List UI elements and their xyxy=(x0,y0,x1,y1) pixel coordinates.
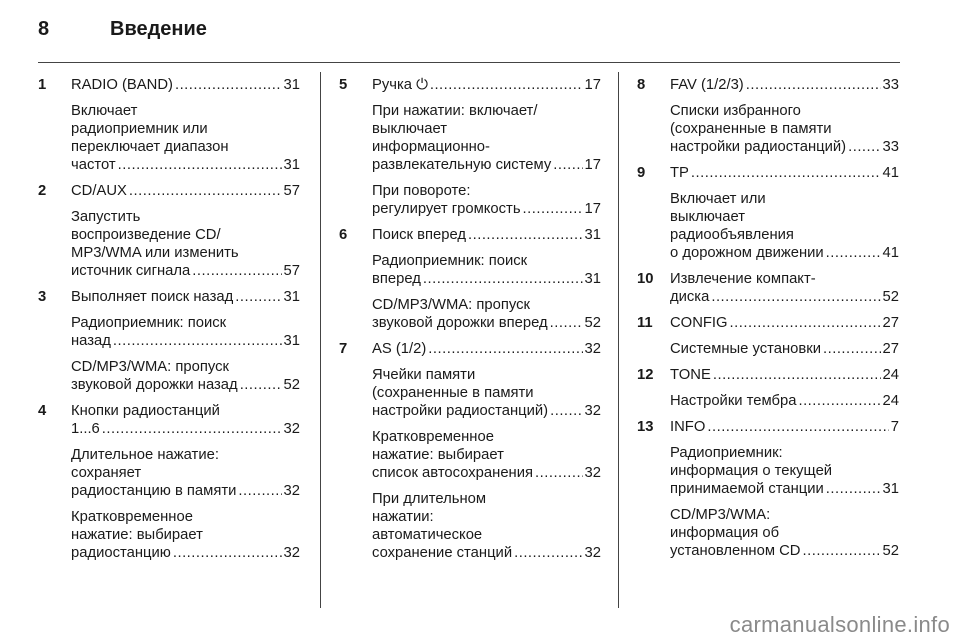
entry-paragraph xyxy=(372,428,601,482)
entry-paragraph xyxy=(71,314,300,350)
entry-leader-line xyxy=(670,288,899,306)
entry-paragraph xyxy=(372,366,601,420)
entry-paragraph xyxy=(71,76,300,94)
dot-leader xyxy=(430,76,583,94)
page-reference[interactable]: 32 xyxy=(584,465,601,481)
dot-leader xyxy=(423,270,583,288)
dot-leader xyxy=(550,314,583,332)
entry-label: Ручка ⏻ xyxy=(372,77,428,93)
page-reference[interactable]: 31 xyxy=(584,271,601,287)
entry-leader-line xyxy=(372,200,601,218)
dot-leader xyxy=(553,156,582,174)
column-1 xyxy=(38,76,300,570)
dot-leader xyxy=(102,420,282,438)
entry-label: INFO xyxy=(670,419,706,435)
dot-leader xyxy=(173,544,282,562)
entry-number: 10 xyxy=(637,271,654,287)
entry-text-line: информация об xyxy=(670,525,780,541)
dot-leader xyxy=(707,418,888,436)
entry-label: звуковой дорожки назад xyxy=(71,377,238,393)
entry-leader-line xyxy=(372,226,601,244)
entry-text-line: выключает xyxy=(372,121,447,137)
index-entry xyxy=(637,314,899,358)
index-entry xyxy=(339,226,601,332)
entry-paragraph xyxy=(71,102,300,174)
dot-leader xyxy=(848,138,880,156)
entry-label: CD/AUX xyxy=(71,183,127,199)
entry-text-line: переключает диапазон xyxy=(71,139,229,155)
page-reference[interactable]: 57 xyxy=(283,183,300,199)
entry-label: TP xyxy=(670,165,689,181)
entry-label: о дорожном движении xyxy=(670,245,824,261)
entry-label: частот xyxy=(71,157,116,173)
entry-text-line: нажатие: выбирает xyxy=(372,447,504,463)
page-reference[interactable]: 52 xyxy=(882,543,899,559)
page-reference[interactable]: 27 xyxy=(882,315,899,331)
entry-paragraph xyxy=(670,314,899,332)
entry-label: список автосохранения xyxy=(372,465,533,481)
index-entry xyxy=(637,76,899,156)
page-reference[interactable]: 31 xyxy=(283,333,300,349)
entry-leader-line xyxy=(670,366,899,384)
header-rule xyxy=(38,62,900,63)
entry-leader-line xyxy=(372,76,601,94)
dot-leader xyxy=(730,314,881,332)
page-reference[interactable]: 31 xyxy=(882,481,899,497)
entry-leader-line xyxy=(372,464,601,482)
page-reference[interactable]: 32 xyxy=(283,483,300,499)
entry-label: вперед xyxy=(372,271,421,287)
entry-paragraph xyxy=(670,102,899,156)
entry-label: принимаемой станции xyxy=(670,481,824,497)
entry-leader-line xyxy=(71,182,300,200)
entry-number: 2 xyxy=(38,183,47,199)
entry-label: CONFIG xyxy=(670,315,728,331)
entry-label: Настройки тембра xyxy=(670,393,797,409)
entry-text-line: информационно- xyxy=(372,139,490,155)
entry-text-line: радиоприемник или xyxy=(71,121,208,137)
page-reference[interactable]: 24 xyxy=(882,393,899,409)
entry-text-line: Кратковременное xyxy=(71,509,193,525)
entry-text-line: (сохраненные в памяти xyxy=(670,121,832,137)
dot-leader xyxy=(711,288,880,306)
entry-leader-line xyxy=(71,420,300,438)
entry-paragraph xyxy=(670,340,899,358)
entry-number: 13 xyxy=(637,419,654,435)
index-entry xyxy=(38,182,300,280)
entry-leader-line xyxy=(71,288,300,306)
entry-leader-line xyxy=(71,262,300,280)
page-reference[interactable]: 52 xyxy=(283,377,300,393)
entry-paragraph xyxy=(372,490,601,562)
dot-leader xyxy=(823,340,881,358)
entry-text-line: При повороте: xyxy=(372,183,471,199)
entry-leader-line xyxy=(670,244,899,262)
page-reference[interactable]: 41 xyxy=(882,165,899,181)
entry-text-line: Запустить xyxy=(71,209,141,225)
entry-paragraph xyxy=(372,182,601,218)
entry-paragraph xyxy=(670,392,899,410)
page-header xyxy=(38,18,207,48)
index-entry xyxy=(637,366,899,410)
page-reference[interactable]: 32 xyxy=(584,341,601,357)
watermark: carmanualsonline.info xyxy=(729,612,950,637)
entry-label: TONE xyxy=(670,367,711,383)
entry-label: Поиск вперед xyxy=(372,227,466,243)
entry-leader-line xyxy=(372,270,601,288)
entry-text-line: Списки избранного xyxy=(670,103,801,119)
page-reference[interactable]: 31 xyxy=(283,157,300,173)
page-number: 8 xyxy=(38,18,50,40)
entry-leader-line xyxy=(71,482,300,500)
entry-number: 6 xyxy=(339,227,348,243)
entry-number: 1 xyxy=(38,77,47,93)
dot-leader xyxy=(713,366,881,384)
entry-number: 7 xyxy=(339,341,348,357)
entry-text-line: выключает xyxy=(670,209,745,225)
page-reference[interactable]: 31 xyxy=(584,227,601,243)
entry-label: развлекательную систему xyxy=(372,157,552,173)
entry-label: настройки радиостанций) xyxy=(372,403,549,419)
dot-leader xyxy=(129,182,282,200)
entry-label: Системные установки xyxy=(670,341,821,357)
entry-text-line: сохраняет xyxy=(71,465,142,481)
entry-leader-line xyxy=(670,480,899,498)
entry-leader-line xyxy=(71,76,300,94)
dot-leader xyxy=(691,164,881,182)
entry-number: 8 xyxy=(637,77,646,93)
entry-label: радиостанцию xyxy=(71,545,171,561)
entry-paragraph xyxy=(71,288,300,306)
entry-number: 12 xyxy=(637,367,654,383)
entry-text-line: Включает или xyxy=(670,191,766,207)
dot-leader xyxy=(746,76,881,94)
entry-label: Выполняет поиск назад xyxy=(71,289,234,305)
entry-paragraph xyxy=(372,252,601,288)
entry-leader-line xyxy=(670,164,899,182)
page-reference[interactable]: 32 xyxy=(283,545,300,561)
dot-leader xyxy=(802,542,880,560)
index-entry xyxy=(38,288,300,394)
entry-label: назад xyxy=(71,333,111,349)
entry-label: RADIO (BAND) xyxy=(71,77,173,93)
dot-leader xyxy=(192,262,281,280)
entry-leader-line xyxy=(670,76,899,94)
dot-leader xyxy=(468,226,583,244)
entry-paragraph xyxy=(71,446,300,500)
entry-label: установленном CD xyxy=(670,543,801,559)
dot-leader xyxy=(175,76,282,94)
entry-paragraph xyxy=(670,444,899,498)
page-reference[interactable]: 7 xyxy=(890,419,899,435)
entry-number: 9 xyxy=(637,165,646,181)
entry-paragraph xyxy=(71,182,300,200)
entry-label: диска xyxy=(670,289,710,305)
page-reference[interactable]: 31 xyxy=(283,289,300,305)
entry-paragraph xyxy=(670,190,899,262)
entry-text-line: Радиоприемник: xyxy=(670,445,783,461)
entry-leader-line xyxy=(670,340,899,358)
entry-paragraph xyxy=(670,76,899,94)
page-reference[interactable]: 33 xyxy=(882,77,899,93)
index-entry xyxy=(637,418,899,560)
dot-leader xyxy=(523,200,583,218)
entry-paragraph xyxy=(670,164,899,182)
entry-text-line: Длительное нажатие: xyxy=(71,447,219,463)
entry-text-line: Кнопки радиостанций xyxy=(71,403,220,419)
dot-leader xyxy=(826,480,881,498)
page-reference[interactable]: 24 xyxy=(882,367,899,383)
entry-leader-line xyxy=(670,392,899,410)
entry-paragraph xyxy=(372,226,601,244)
dot-leader xyxy=(118,156,282,174)
dot-leader xyxy=(113,332,282,350)
dot-leader xyxy=(535,464,583,482)
dot-leader xyxy=(798,392,880,410)
entry-text-line: Радиоприемник: поиск xyxy=(71,315,227,331)
entry-leader-line xyxy=(71,156,300,174)
dot-leader xyxy=(428,340,582,358)
entry-label: звуковой дорожки вперед xyxy=(372,315,548,331)
entry-label: 1...6 xyxy=(71,421,100,437)
entry-label: сохранение станций xyxy=(372,545,513,561)
entry-leader-line xyxy=(71,544,300,562)
entry-label: источник сигнала xyxy=(71,263,191,279)
column-2 xyxy=(339,76,601,570)
page-reference[interactable]: 41 xyxy=(882,245,899,261)
entry-text-line: автоматическое xyxy=(372,527,483,543)
column-divider xyxy=(618,72,619,608)
page-reference[interactable]: 57 xyxy=(283,263,300,279)
entry-leader-line xyxy=(372,544,601,562)
index-entry xyxy=(339,340,601,562)
entry-text-line: Извлечение компакт- xyxy=(670,271,816,287)
index-entry xyxy=(339,76,601,218)
dot-leader xyxy=(235,288,281,306)
index-entry xyxy=(38,402,300,562)
entry-paragraph xyxy=(372,102,601,174)
entry-paragraph xyxy=(71,508,300,562)
entry-text-line: Радиоприемник: поиск xyxy=(372,253,528,269)
entry-paragraph xyxy=(71,208,300,280)
entry-label: AS (1/2) xyxy=(372,341,427,357)
page-reference[interactable]: 31 xyxy=(283,77,300,93)
page-reference[interactable]: 32 xyxy=(584,403,601,419)
page-reference[interactable]: 17 xyxy=(584,201,601,217)
page-reference[interactable]: 33 xyxy=(882,139,899,155)
entry-paragraph xyxy=(670,418,899,436)
entry-leader-line xyxy=(372,340,601,358)
entry-text-line: нажатие: выбирает xyxy=(71,527,203,543)
entry-number: 11 xyxy=(637,315,653,331)
entry-text-line: воспроизведение CD/ xyxy=(71,227,221,243)
entry-text-line: CD/MP3/WMA: xyxy=(670,507,771,523)
page-reference[interactable]: 17 xyxy=(584,77,601,93)
entry-text-line: нажатии: xyxy=(372,509,434,525)
index-entry xyxy=(637,164,899,262)
entry-label: настройки радиостанций) xyxy=(670,139,847,155)
entry-leader-line xyxy=(372,156,601,174)
entry-leader-line xyxy=(71,376,300,394)
entry-number: 4 xyxy=(38,403,47,419)
entry-paragraph xyxy=(670,270,899,306)
entry-paragraph xyxy=(71,358,300,394)
entry-number: 3 xyxy=(38,289,47,305)
dot-leader xyxy=(514,544,582,562)
entry-text-line: Включает xyxy=(71,103,138,119)
entry-paragraph xyxy=(670,506,899,560)
entry-leader-line xyxy=(372,402,601,420)
entry-leader-line xyxy=(670,138,899,156)
page-reference[interactable]: 52 xyxy=(882,289,899,305)
column-divider xyxy=(320,72,321,608)
column-3 xyxy=(637,76,899,568)
entry-text-line: При длительном xyxy=(372,491,487,507)
entry-text-line: радиообъявления xyxy=(670,227,794,243)
dot-leader xyxy=(238,482,281,500)
entry-label: радиостанцию в памяти xyxy=(71,483,237,499)
dot-leader xyxy=(550,402,582,420)
entry-text-line: (сохраненные в памяти xyxy=(372,385,534,401)
entry-text-line: CD/MP3/WMA: пропуск xyxy=(372,297,530,313)
entry-text-line: При нажатии: включает/ xyxy=(372,103,538,119)
entry-leader-line xyxy=(670,314,899,332)
entry-text-line: CD/MP3/WMA: пропуск xyxy=(71,359,229,375)
entry-paragraph xyxy=(372,296,601,332)
page-title: Введение xyxy=(110,18,207,40)
entry-leader-line xyxy=(71,332,300,350)
dot-leader xyxy=(240,376,282,394)
entry-paragraph xyxy=(71,402,300,438)
dot-leader xyxy=(826,244,881,262)
entry-number: 5 xyxy=(339,77,348,93)
entry-leader-line xyxy=(670,542,899,560)
page-reference[interactable]: 17 xyxy=(584,157,601,173)
entry-label: регулирует громкость xyxy=(372,201,521,217)
entry-text-line: Кратковременное xyxy=(372,429,494,445)
entry-leader-line xyxy=(372,314,601,332)
page-reference[interactable]: 52 xyxy=(584,315,601,331)
entry-paragraph xyxy=(372,340,601,358)
index-entry xyxy=(38,76,300,174)
entry-leader-line xyxy=(670,418,899,436)
entry-label: FAV (1/2/3) xyxy=(670,77,744,93)
index-entry xyxy=(637,270,899,306)
entry-paragraph xyxy=(670,366,899,384)
page-reference[interactable]: 27 xyxy=(882,341,899,357)
entry-text-line: информация о текущей xyxy=(670,463,833,479)
entry-text-line: Ячейки памяти xyxy=(372,367,476,383)
entry-paragraph xyxy=(372,76,601,94)
page-reference[interactable]: 32 xyxy=(584,545,601,561)
entry-text-line: MP3/WMA или изменить xyxy=(71,245,239,261)
page-reference[interactable]: 32 xyxy=(283,421,300,437)
